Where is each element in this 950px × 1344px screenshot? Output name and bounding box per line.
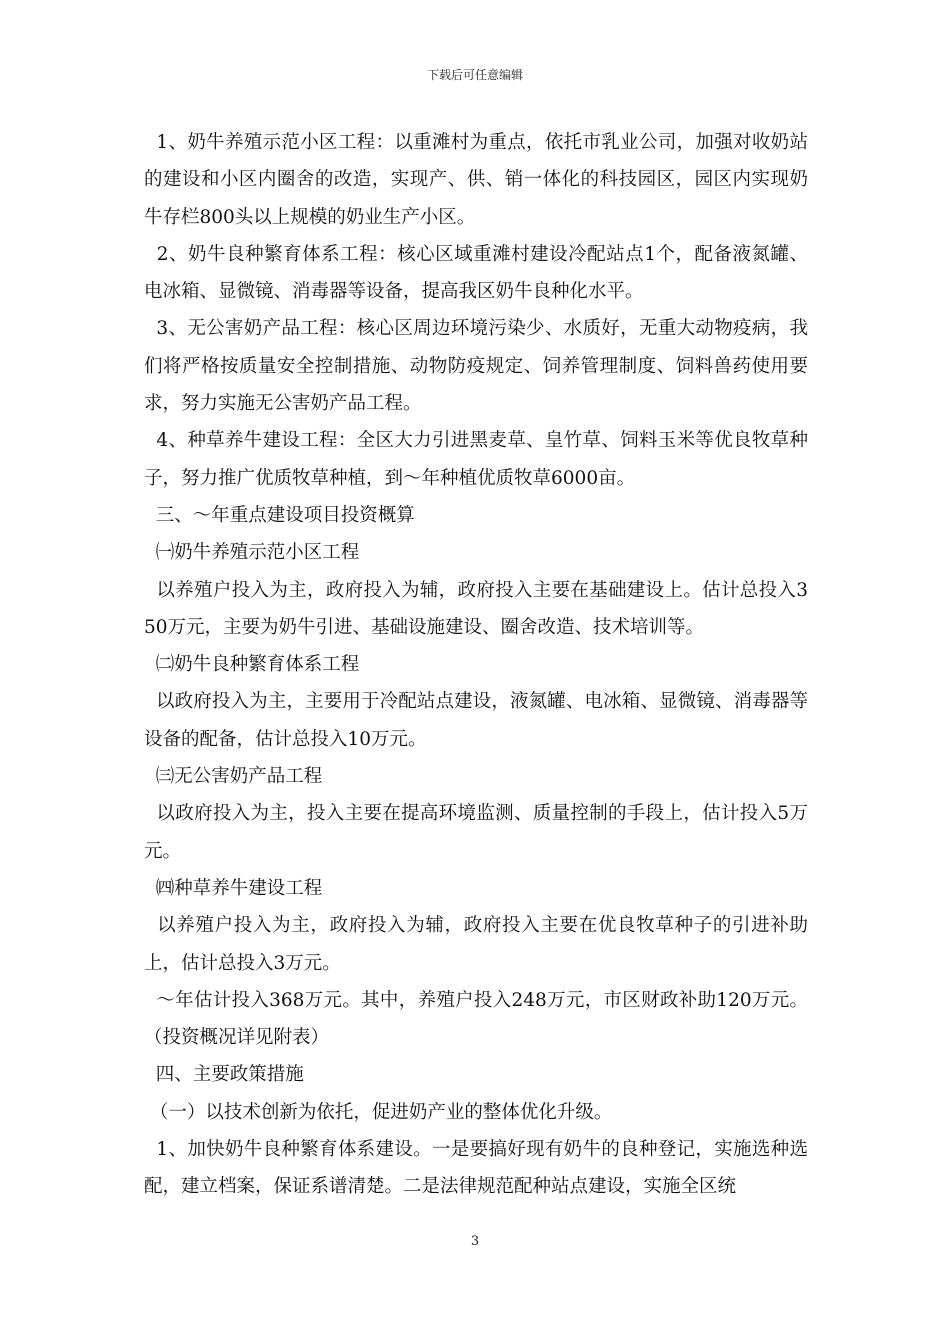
- paragraph-pollution-free-milk: 3、无公害奶产品工程：核心区周边环境污染少、水质好，无重大动物疫病，我们将严格按质量安全控制措施、动物防疫规定、饲养管理制度、饲料兽药使用要求，努力实施无公害奶产品工程。: [144, 318, 808, 415]
- paragraph-investment-total: ～年估计投入368万元。其中，养殖户投入248万元，市区财政补助120万元。（投资概况详见附表）: [144, 989, 808, 1049]
- page-header: 下载后可任意编辑: [426, 68, 523, 82]
- subheading-breeding-system: ㈡奶牛良种繁育体系工程: [144, 654, 360, 676]
- paragraph-pollution-free-investment: 以政府投入为主，投入主要在提高环境监测、质量控制的手段上，估计投入5万元。: [144, 803, 808, 862]
- paragraph-grass-planting: 4、种草养牛建设工程：全区大力引进黑麦草、皇竹草、饲料玉米等优良牧草种子，努力推广优质牧草种植，到～年种植优质牧草6000亩。: [144, 430, 808, 489]
- paragraph-breeding-investment: 以政府投入为主，主要用于冷配站点建设，液氮罐、电冰箱、显微镜、消毒器等设备的配备，估计总投入10万元。: [144, 691, 808, 750]
- document-body: [144, 124, 808, 1206]
- paragraph-dairy-demo-zone: 1、奶牛养殖示范小区工程：以重滩村为重点，依托市乳业公司，加强对收奶站的建设和小区内圈舍的改造，实现产、供、销一体化的科技园区，园区内实现奶牛存栏800头以上规模的奶业生产小区。: [144, 132, 808, 228]
- section-heading-investment: 三、～年重点建设项目投资概算: [144, 504, 415, 526]
- subheading-pollution-free: ㈢无公害奶产品工程: [144, 766, 323, 788]
- paragraph-demo-zone-investment: 以养殖户投入为主，政府投入为辅，政府投入主要在基础建设上。估计总投入350万元，主要为奶牛引进、基础设施建设、圈舍改造、技术培训等。: [144, 579, 808, 638]
- paragraph-breeding-acceleration: 1、加快奶牛良种繁育体系建设。一是要搞好现有奶牛的良种登记，实施选种选配，建立档案，保证系谱清楚。二是法律规范配种站点建设，实施全区统: [144, 1139, 808, 1198]
- paragraph-grass-investment: 以养殖户投入为主，政府投入为辅，政府投入主要在优良牧草种子的引进补助上，估计总投入3万元。: [144, 915, 808, 974]
- paragraph-breeding-system: 2、奶牛良种繁育体系工程：核心区域重滩村建设冷配站点1个，配备液氮罐、电冰箱、显微镜、消毒器等设备，提高我区奶牛良种化水平。: [144, 243, 809, 303]
- subheading-grass-planting: ㈣种草养牛建设工程: [144, 877, 323, 899]
- subheading-demo-zone: ㈠奶牛养殖示范小区工程: [144, 542, 360, 564]
- subheading-tech-innovation: （一）以技术创新为依托，促进奶产业的整体优化升级。: [144, 1101, 613, 1123]
- page-number: 3: [470, 1234, 480, 1249]
- section-heading-policy: 四、主要政策措施: [144, 1064, 304, 1086]
